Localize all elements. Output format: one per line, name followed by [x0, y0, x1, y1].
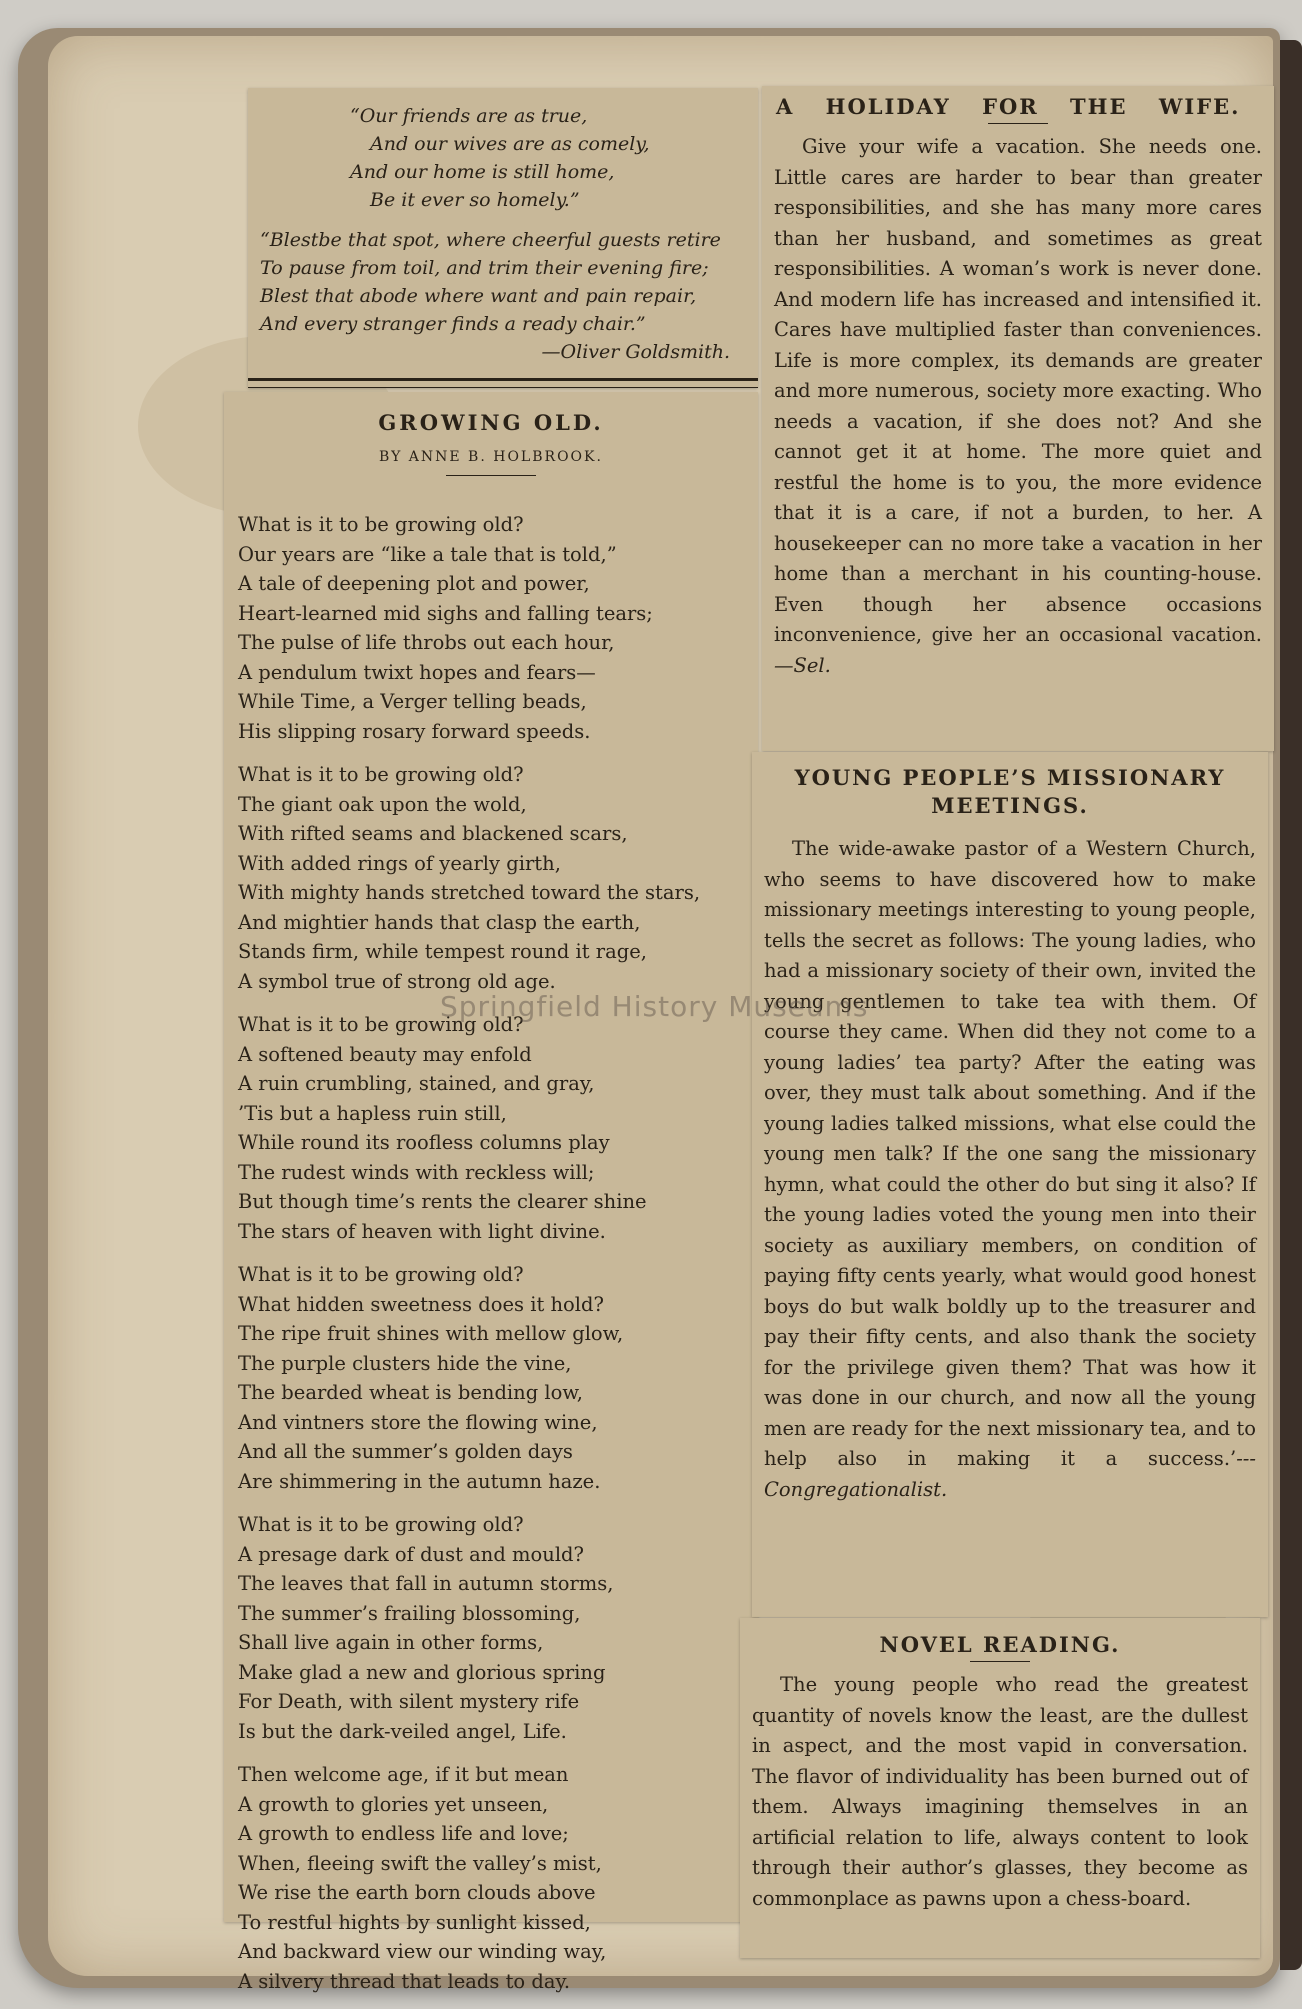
poem-stanza	[238, 1510, 752, 1746]
poem-line: And all the summer’s golden days	[238, 1440, 573, 1463]
missionary-clipping	[752, 752, 1268, 1617]
poem-line: The pulse of life throbs out each hour,	[238, 631, 615, 654]
poem-line: Our years are “like a tale that is told,”	[238, 542, 617, 566]
divider-rule	[970, 1661, 1030, 1662]
article-source: —Sel.	[774, 653, 831, 677]
poem-line: The rudest winds with reckless will;	[238, 1160, 595, 1184]
poem-line: While round its roofless columns play	[238, 1131, 610, 1154]
poem-line: What is it to be growing old?	[238, 1263, 524, 1286]
article-body	[752, 834, 1268, 1505]
article-title: YOUNG PEOPLE’S MISSIONARY MEETINGS.	[794, 765, 1226, 818]
poem-line: A tale of deepening plot and power,	[238, 572, 590, 595]
poem-line: ’Tis but a hapless ruin still,	[238, 1101, 507, 1125]
quote-line: “Blestbe that spot, where cheerful guests retire	[260, 229, 721, 251]
quote-attribution: —Oliver Goldsmith.	[541, 341, 730, 363]
growing-old-clipping	[224, 392, 758, 1993]
poem-line: What is it to be growing old?	[238, 1013, 524, 1036]
quote-line: Blest that abode where want and pain repair,	[260, 285, 697, 307]
poem-line: Shall live again in other forms,	[238, 1631, 544, 1654]
quote-line: And our wives are as comely,	[370, 133, 650, 155]
poem-line: We rise the earth born clouds above	[238, 1881, 596, 1904]
poem-title: GROWING OLD.	[378, 410, 604, 435]
poem-line: The ripe fruit shines with mellow glow,	[238, 1322, 624, 1345]
quote-line: And our home is still home,	[350, 161, 615, 183]
divider-rule	[446, 475, 536, 476]
poem-line: A silvery thread that leads to day.	[238, 1969, 571, 1993]
poem-stanza	[238, 1010, 752, 1246]
novel-reading-clipping	[740, 1618, 1260, 1958]
poem-stanza	[238, 760, 752, 996]
article-text: The young people who read the greatest quantity of novels know the least, are the dullest in aspect, and the most vapid in conversation. The flavor of individuality has been burned out of them. Always imagining themselves in an artificial relation to life, always content to look through their author’s glasses, they become as commonplace as pawns upon a chess-board.	[752, 1673, 1248, 1910]
poem-line: And mightier hands that clasp the earth,	[238, 910, 641, 934]
article-title: A HOLIDAY FOR THE WIFE.	[776, 94, 1241, 119]
holiday-clipping	[762, 86, 1274, 751]
article-body	[762, 132, 1274, 681]
poem-line: The bearded wheat is bending low,	[238, 1381, 583, 1404]
quote-line: And every stranger finds a ready chair.”	[260, 313, 646, 335]
poem-line: A presage dark of dust and mould?	[238, 1542, 584, 1566]
quote-stanza-2	[260, 226, 750, 338]
poem-line: A softened beauty may enfold	[238, 1042, 532, 1066]
divider-rule	[248, 378, 758, 388]
poem-line: A pendulum twixt hopes and fears—	[238, 660, 596, 684]
poem-line: Heart-learned mid sighs and falling tears;	[238, 601, 653, 625]
poem-line: When, fleeing swift the valley’s mist,	[238, 1851, 602, 1875]
quote-line: Be it ever so homely.”	[370, 189, 580, 211]
poem-line: What is it to be growing old?	[238, 1513, 524, 1536]
poem-line: Is but the dark-veiled angel, Life.	[238, 1719, 567, 1743]
poem-line: A growth to glories yet unseen,	[238, 1792, 549, 1816]
quote-line: “Our friends are as true,	[350, 105, 588, 127]
goldsmith-quote-clipping	[248, 88, 758, 388]
poem-line: The summer’s frailing blossoming,	[238, 1601, 581, 1625]
poem-line: With mighty hands stretched toward the stars,	[238, 881, 701, 904]
poem-line: For Death, with silent mystery rife	[238, 1690, 580, 1713]
poem-line: To restful hights by sunlight kissed,	[238, 1910, 591, 1934]
article-title: NOVEL READING.	[879, 1632, 1121, 1657]
poem-stanza	[238, 1760, 752, 1996]
poem-line: Stands firm, while tempest round it rage,	[238, 940, 647, 963]
poem-line: Are shimmering in the autumn haze.	[238, 1469, 601, 1493]
poem-stanza	[238, 1260, 752, 1496]
article-text: The wide-awake pastor of a Western Church, who seems to have discovered how to make missionary meetings interesting to young people, tells the secret as follows: The young ladies, who had a missionary society of their own, invited the young gentlemen to take tea with them. Of course they came. When did they not come to a young ladies’ tea party? After the eating was over, they must talk about something. And if the young ladies talked missions, what else could the young men talk? If the one sang the missionary hymn, what could the other do but sing it also? If the young ladies voted the young men into their society as auxiliary members, on condition of paying fifty cents yearly, what would good honest boys do but walk boldly up to the treasurer and pay their fifty cents, and also thank the society for the privilege given them? That was how it was done in our church, and now all the young men are ready for the next missionary tea, and to help also in making it a success.’	[764, 837, 1256, 1470]
poem-line: The purple clusters hide the vine,	[238, 1351, 572, 1375]
poem-line: But though time’s rents the clearer shine	[238, 1190, 647, 1213]
poem-line: What is it to be growing old?	[238, 763, 524, 786]
poem-line: And vintners store the flowing wine,	[238, 1410, 598, 1434]
divider-rule	[988, 123, 1048, 124]
article-source: ---Congregationalist.	[764, 1447, 1256, 1501]
poem-line: The giant oak upon the wold,	[238, 792, 527, 816]
poem-line: And backward view our winding way,	[238, 1940, 607, 1963]
poem-line: The stars of heaven with light divine.	[238, 1219, 606, 1243]
poem-line: Make glad a new and glorious spring	[238, 1660, 606, 1684]
poem-line: While Time, a Verger telling beads,	[238, 690, 587, 713]
quote-line: To pause from toil, and trim their evening fire;	[260, 257, 709, 279]
poem-line: With rifted seams and blackened scars,	[238, 822, 628, 845]
book-spine	[1280, 40, 1302, 1970]
poem-body	[224, 488, 758, 1996]
watermark: Springfield History Museums	[440, 990, 869, 1023]
poem-line: A ruin crumbling, stained, and gray,	[238, 1072, 595, 1095]
poem-line: A growth to endless life and love;	[238, 1822, 569, 1845]
poem-line: What is it to be growing old?	[238, 513, 524, 536]
poem-byline: BY ANNE B. HOLBROOK.	[379, 449, 603, 465]
poem-line: With added rings of yearly girth,	[238, 851, 561, 875]
poem-line: A symbol true of strong old age.	[238, 969, 556, 993]
poem-line: The leaves that fall in autumn storms,	[238, 1572, 614, 1595]
quote-stanza-1	[260, 102, 750, 214]
poem-line: His slipping rosary forward speeds.	[238, 719, 591, 743]
poem-line: What hidden sweetness does it hold?	[238, 1292, 604, 1316]
article-body	[740, 1670, 1260, 1914]
poem-stanza	[238, 510, 752, 746]
poem-line: Then welcome age, if it but mean	[238, 1763, 569, 1786]
article-text: Give your wife a vacation. She needs one. Little cares are harder to bear than greater responsibilities, and she has many more cares than her husband, and sometimes as great responsibilities. A woman’s work is never done. And modern life has increased and intensified it. Cares have multiplied faster than conveniences. Life is more complex, its demands are greater and more numerous, society more exacting. Who needs a vacation, if she does not? And she cannot get it at home. The more quiet and restful the home is to you, the more evidence that it is a care, if not a burden, to her. A housekeeper can no more take a vacation in her home than a merchant in his counting-house. Even though her absence occasions inconvenience, give her an occasional vacation.	[774, 135, 1262, 646]
